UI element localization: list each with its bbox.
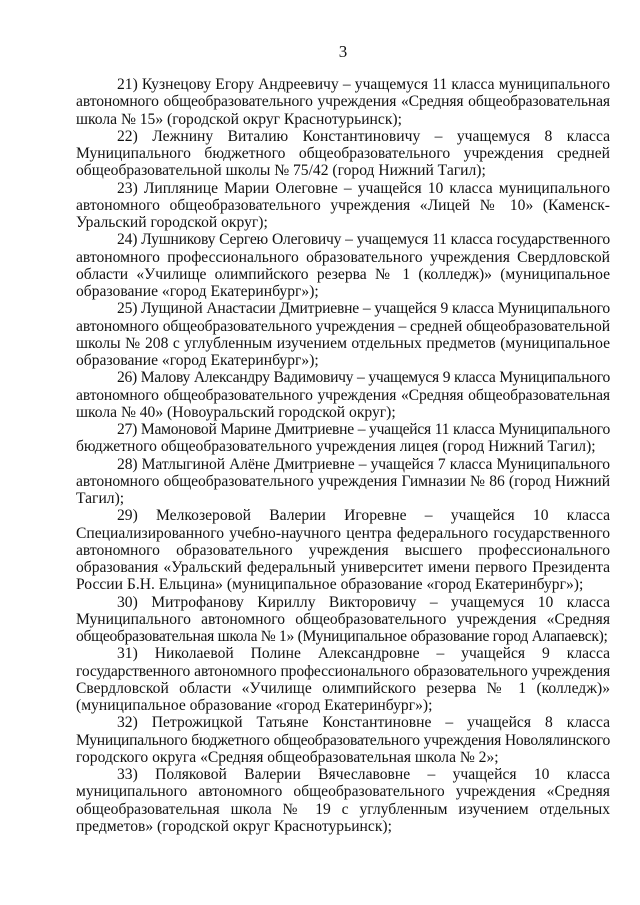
paragraph-line: 27) Мамоновой Марине Дмитриевне – учащейся 11 класса Муниципального bbox=[117, 421, 610, 438]
paragraph-line: автономного общеобразовательного учреждения «Лицей № 10» (Каменск- bbox=[76, 196, 610, 214]
paragraph-line: автономного профессионального образовательного учреждения Свердловской bbox=[76, 248, 610, 266]
paragraph-line: 33) Поляковой Валерии Вячеславовне – учащейся 10 класса bbox=[117, 766, 610, 783]
paragraph-line: общеобразовательной школы № 75/42 (город Нижний Тагил); bbox=[76, 162, 486, 180]
paragraph-line: предметов» (городской округ Краснотурьинск); bbox=[76, 817, 392, 835]
list-item bbox=[76, 421, 610, 456]
list-item bbox=[76, 714, 610, 766]
list-item bbox=[76, 128, 610, 180]
paragraph-line: автономного образовательного учреждения высшего профессионального bbox=[76, 541, 610, 559]
list-item bbox=[76, 507, 610, 593]
paragraph-line: школа № 15» (городской округ Краснотурьинск); bbox=[76, 110, 402, 128]
paragraph-line: автономного общеобразовательного учреждения «Средняя общеобразовательная bbox=[76, 386, 610, 404]
list-item bbox=[76, 300, 610, 369]
paragraph-line: школы № 208 с углубленным изучением отдельных предметов (муниципальное bbox=[76, 334, 610, 352]
paragraph-line: 28) Матлыгиной Алёне Дмитриевне – учащейся 7 класса Муниципального bbox=[117, 455, 610, 473]
list-item bbox=[76, 76, 610, 128]
list-item bbox=[76, 766, 610, 835]
paragraph-line: 30) Митрофанову Кириллу Викторовичу – учащемуся 10 класса bbox=[117, 593, 610, 611]
paragraph-line: образования «Уральский федеральный университет имени первого Президента bbox=[76, 559, 610, 576]
list-item bbox=[76, 231, 610, 300]
paragraph-line: 21) Кузнецову Егору Андреевичу – учащемуся 11 класса муниципального bbox=[117, 76, 610, 93]
paragraph-line: Муниципального бюджетного общеобразовательного учреждения средней bbox=[76, 145, 610, 162]
paragraph-line: 32) Петрожицкой Татьяне Константиновне – учащейся 8 класса bbox=[117, 714, 610, 732]
paragraph-line: государственного автономного профессионального образовательного учреждения bbox=[76, 662, 610, 680]
paragraph-line: Муниципального бюджетного общеобразовательного учреждения Новолялинского bbox=[76, 731, 610, 749]
paragraph-line: области «Училище олимпийского резерва № 1 (колледж)» (муниципальное bbox=[76, 265, 610, 283]
paragraph-line: 31) Николаевой Полине Александровне – учащейся 9 класса bbox=[117, 645, 610, 663]
page-number: 3 bbox=[338, 42, 348, 61]
list-item bbox=[76, 369, 610, 421]
paragraph-line: 25) Лущиной Анастасии Дмитриевне – учащейся 9 класса Муниципального bbox=[117, 300, 610, 318]
list-item bbox=[76, 180, 610, 232]
paragraph-line: образование «город Екатеринбург»); bbox=[76, 352, 319, 369]
paragraph-line: Тагил); bbox=[76, 490, 125, 507]
paragraph-line: Свердловской области «Училище олимпийского резерва № 1 (колледж)» bbox=[76, 679, 610, 697]
paragraph-line: общеобразовательная школа № 19 с углубленным изучением отдельных bbox=[76, 800, 610, 818]
document-body bbox=[76, 76, 610, 835]
paragraph-line: 23) Липлянице Марии Олеговне – учащейся 10 класса муниципального bbox=[117, 179, 610, 197]
paragraph-line: образование «город Екатеринбург»); bbox=[76, 283, 319, 300]
list-item bbox=[76, 594, 610, 646]
paragraph-line: 24) Лушникову Сергею Олеговичу – учащемуся 11 класса государственного bbox=[117, 231, 610, 249]
paragraph-line: общеобразовательная школа № 1» (Муниципальное образование город Алапаевск); bbox=[76, 628, 608, 645]
paragraph-line: Уральский городской округ); bbox=[76, 214, 268, 231]
list-item bbox=[76, 645, 610, 714]
paragraph-line: 26) Малову Александру Вадимовичу – учащемуся 9 класса Муниципального bbox=[117, 369, 610, 387]
paragraph-line: Муниципального автономного общеобразовательного учреждения «Средняя bbox=[76, 610, 610, 628]
paragraph-line: автономного общеобразовательного учреждения – средней общеобразовательной bbox=[76, 317, 610, 335]
paragraph-line: городского округа «Средняя общеобразовательная школа № 2»; bbox=[76, 748, 499, 766]
paragraph-line: (муниципальное образование «город Екатеринбург»); bbox=[76, 697, 433, 714]
list-item bbox=[76, 456, 610, 508]
paragraph-line: автономного общеобразовательного учреждения «Средняя общеобразовательная bbox=[76, 93, 610, 111]
paragraph-line: 29) Мелкозеровой Валерии Игоревне – учащейся 10 класса bbox=[117, 507, 610, 525]
paragraph-line: Специализированного учебно-научного центра федерального государственного bbox=[76, 524, 610, 542]
paragraph-line: России Б.Н. Ельцина» (муниципальное образование «город Екатеринбург»); bbox=[76, 576, 584, 594]
paragraph-line: бюджетного общеобразовательного учреждения лицея (город Нижний Тагил); bbox=[76, 438, 596, 456]
paragraph-line: муниципального автономного общеобразовательного учреждения «Средняя bbox=[76, 783, 610, 801]
paragraph-line: школа № 40» (Новоуральский городской округ); bbox=[76, 403, 396, 421]
paragraph-line: автономного общеобразовательного учреждения Гимназии № 86 (город Нижний bbox=[76, 472, 610, 490]
paragraph-line: 22) Лежнину Виталию Константиновичу – учащемуся 8 класса bbox=[117, 127, 610, 145]
